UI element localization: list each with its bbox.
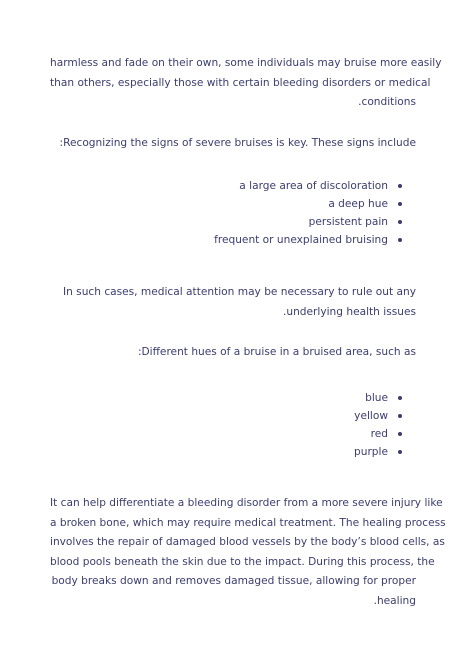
text-line: It can help differentiate a bleeding disorder from a more severe injury like bbox=[50, 497, 443, 509]
list-item bbox=[50, 425, 402, 443]
list-item bbox=[50, 231, 402, 249]
text-line: .underlying health issues bbox=[283, 305, 416, 318]
list-item-label: yellow bbox=[354, 410, 388, 422]
text-line: :Different hues of a bruise in a bruised area, such as bbox=[137, 346, 416, 358]
list-item-label: red bbox=[370, 428, 388, 440]
text-line: involves the repair of damaged blood vessels by the body’s blood cells, as bbox=[50, 536, 445, 548]
bullet-icon bbox=[398, 432, 402, 436]
bullet-icon bbox=[398, 396, 402, 400]
bullet-icon bbox=[398, 220, 402, 224]
list-item-label: purple bbox=[354, 446, 388, 458]
list-item bbox=[50, 443, 402, 461]
list-item bbox=[50, 407, 402, 425]
list-item bbox=[50, 213, 402, 231]
list-item bbox=[50, 389, 402, 407]
text-line: blood pools beneath the skin due to the impact. During this process, the bbox=[50, 555, 435, 568]
text-line: :Recognizing the signs of severe bruises is key. These signs include bbox=[59, 137, 416, 149]
bullet-icon bbox=[398, 202, 402, 206]
bullet-icon bbox=[398, 238, 402, 242]
signs-list bbox=[50, 177, 402, 249]
list-item-label: persistent pain bbox=[308, 216, 388, 228]
paragraph-severe-signs bbox=[50, 134, 416, 154]
text-line: .healing bbox=[373, 594, 416, 607]
text-line: harmless and fade on their own, some individuals may bruise more easily bbox=[50, 57, 442, 69]
text-line: than others, especially those with certain bleeding disorders or medical bbox=[50, 76, 431, 89]
paragraph-medical-attention bbox=[50, 283, 416, 322]
text-line: .conditions bbox=[358, 96, 416, 108]
list-item-label: blue bbox=[365, 392, 388, 404]
list-item-label: a large area of discoloration bbox=[239, 180, 388, 192]
hues-list bbox=[50, 389, 402, 461]
paragraph-bruise-hues bbox=[50, 343, 416, 363]
paragraph-healing-process bbox=[50, 494, 446, 611]
list-item-label: a deep hue bbox=[328, 198, 388, 210]
list-item-label: frequent or unexplained bruising bbox=[214, 234, 388, 246]
list-item bbox=[50, 177, 402, 195]
paragraph-bruising-intro bbox=[50, 54, 442, 113]
bullet-icon bbox=[398, 414, 402, 418]
text-line: a broken bone, which may require medical treatment. The healing process bbox=[50, 516, 446, 529]
bullet-icon bbox=[398, 184, 402, 188]
list-item bbox=[50, 195, 402, 213]
text-line: In such cases, medical attention may be necessary to rule out any bbox=[62, 286, 416, 298]
text-line: body breaks down and removes damaged tissue, allowing for proper bbox=[51, 575, 416, 587]
bullet-icon bbox=[398, 450, 402, 454]
